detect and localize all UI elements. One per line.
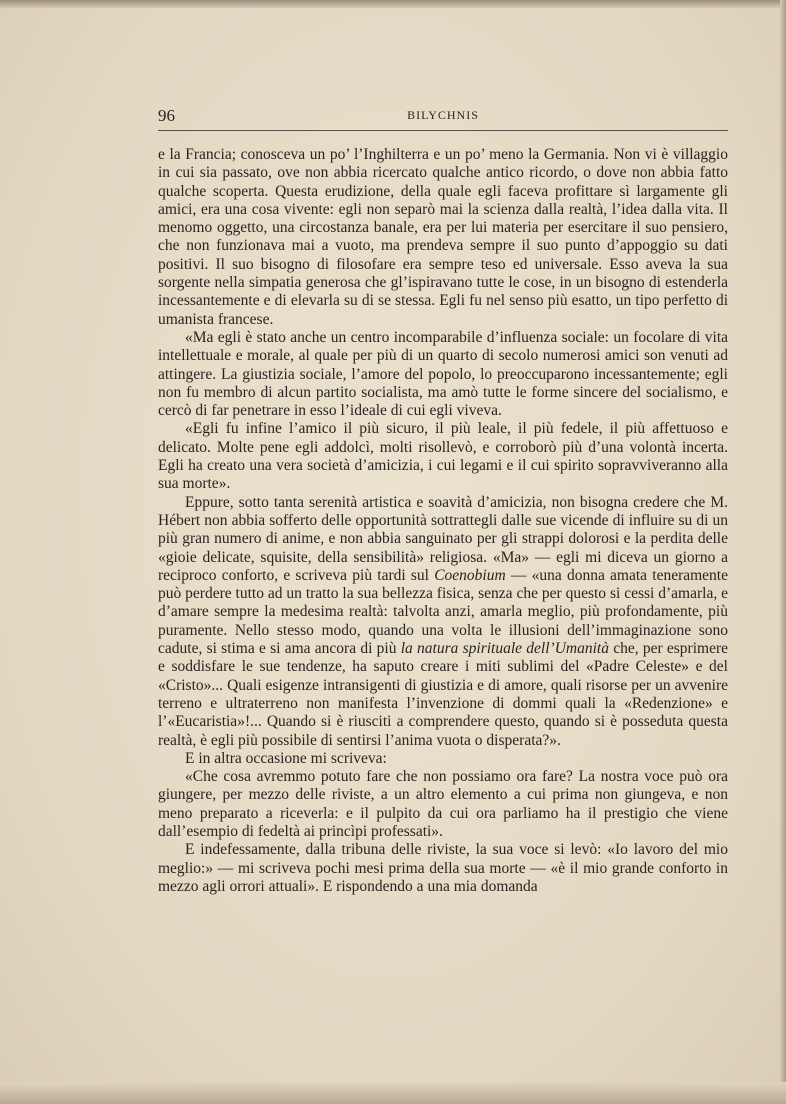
- text-segment: e la Francia; conosceva un po’ l’Inghilterra e un po’ meno la Germania. Non vi è villaggio in cui sia passato, ove non abbia ricercato qualche antico ricordo, o dove non abbia fatto qualche scoperta. Questa erudizione, della quale egli faceva profittare sì largamente gli amici, era una cosa vivente: egli non separò mai la scienza dalla realtà, l’idea dalla vita. Il menomo oggetto, una circostanza banale, era per lui materia per esercitare il suo pensiero, che non funzionava mai a vuoto, ma prendeva sempre il suo punto d’appoggio su dati positivi. Il suo bisogno di filosofare era sempre teso ed universale. Esso aveva la sua sorgente nella simpatia generosa che gl’ispiravano tutte le cose, in un bisogno di estenderla incessantemente e di elevarla su di se stessa. Egli fu nel senso più esatto, un tipo perfetto di umanista francese.: [158, 146, 728, 328]
- page-header: [158, 106, 728, 131]
- text-segment: «Che cosa avremmo potuto fare che non possiamo ora fare? La nostra voce può ora giungere, per mezzo delle riviste, a un altro elemento a cui prima non giungeva, e non meno preparato a riceverla: e il pulpito da cui ora parliamo ha il prestigio che viene dall’esempio di fedeltà ai princìpi professati».: [158, 768, 728, 840]
- page-bottom-edge: [0, 1082, 786, 1104]
- italic-text: Coenobium: [434, 566, 506, 584]
- paragraph: [158, 420, 728, 493]
- page-top-edge: [0, 0, 786, 8]
- text-segment: «Egli fu infine l’amico il più sicuro, il più leale, il più fedele, il più affettuoso e delicato. Molte pene egli addolcì, molti risollevò, e corroborò più d’una volontà incerta. Egli ha creato una vera società d’amicizia, i cui legami e il cui spirito sopravviveranno alla sua morte».: [158, 420, 728, 493]
- paragraph: [158, 146, 728, 329]
- body-text: [158, 146, 728, 896]
- text-segment: Eppure, sotto tanta serenità artistica e soavità d’amicizia, non bisogna credere che M. Hébert non abbia sofferto delle opportunità sottrattegli dalle sue vicende di influire su di un più gran numero di anime, e non abbia sanguinato per gli strappi dolorosi e la perdita delle «gioie delicate, squisite, della sensibilità» religiosa. «Ma» — egli mi diceva un giorno a reciproco conforto, e scriveva più tardi sul: [158, 493, 728, 584]
- paragraph: [158, 768, 728, 841]
- text-segment: che, per esprimere e soddisfare le sue tendenze, ha saputo creare i miti sublimi del «Padre Celeste» e del «Cristo»... Quali esigenze intransigenti di giustizia e di amore, quali risorse per un avvenire terreno e ultraterreno non manifesta l’invenzione di dommi quali la «Redenzione» e l’«Eucaristia»!... Quando si è riusciti a comprendere questo, quando si è posseduta questa realtà, è egli più possibile di sentirsi l’anima vuota o disperata?».: [158, 640, 728, 749]
- page-right-edge: [780, 0, 786, 1104]
- text-segment: E in altra occasione mi scriveva:: [185, 749, 387, 767]
- italic-text: la natura spirituale dell’Umanità: [400, 640, 609, 658]
- page-number: 96: [158, 106, 175, 125]
- paragraph: [158, 750, 728, 768]
- text-segment: E indefessamente, dalla tribuna delle riviste, la sua voce si levò: «Io lavoro del mio meglio:» — mi scriveva pochi mesi prima della sua morte — «è il mio grande conforto in mezzo agli orrori attuali». E rispondendo a una mia domanda: [158, 841, 728, 895]
- paragraph: [158, 841, 728, 896]
- paragraph: [158, 329, 728, 420]
- text-segment: «Ma egli è stato anche un centro incomparabile d’influenza sociale: un focolare di vita intellettuale e morale, al quale per più di un quarto di secolo numerosi amici son venuti ad attingere. La giustizia sociale, l’amore del popolo, lo preoccuparono incessantemente; egli non fu membro di alcun partito socialista, ma amò tutte le forme sincere del socialismo, e cercò di far penetrare in esso l’ideale di cui egli viveva.: [158, 328, 728, 420]
- running-title: BILYCHNIS: [407, 108, 479, 122]
- text-segment: — «una donna amata teneramente può perdere tutto ad un tratto la sua bellezza fisica, senza che per questo si cessi d’amarla, e d’amare sempre la medesima realtà: talvolta anzi, amarla meglio, più profondamente, più puramente. Nello stesso modo, quando una volta le illusioni dell’immaginazione sono cadute, si stima e si ama ancora di più: [158, 566, 728, 658]
- paragraph: [158, 494, 728, 750]
